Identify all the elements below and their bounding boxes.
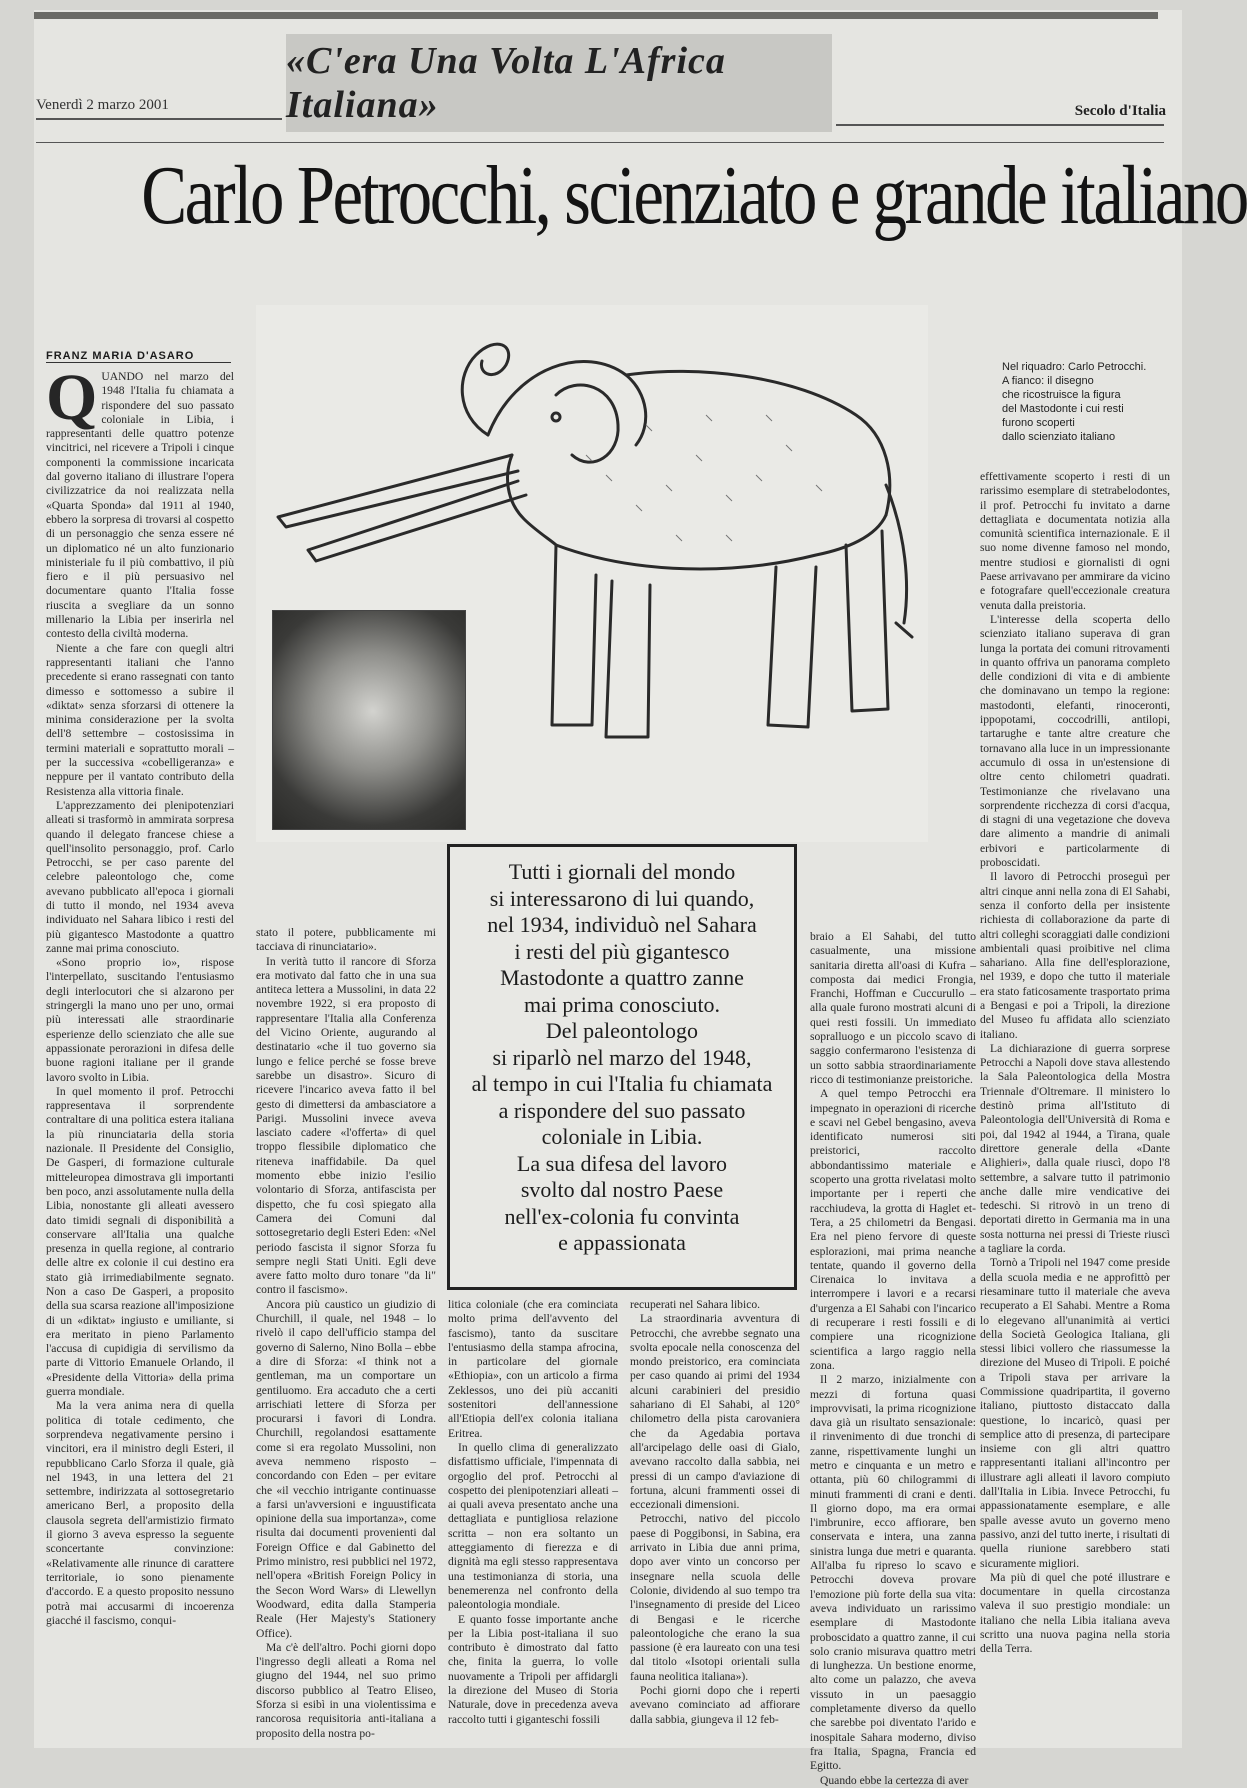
pull-quote-line: nel 1934, individuò nel Sahara — [487, 912, 757, 937]
article-column-6 — [980, 470, 1170, 1740]
banner-text: «C'era Una Volta L'Africa Italiana» — [286, 40, 726, 126]
pull-quote-line: La sua difesa del lavoro — [516, 1150, 728, 1176]
caption-line: Nel riquadro: Carlo Petrocchi. — [1002, 361, 1147, 373]
pull-quote-line: coloniale in Libia. — [541, 1124, 703, 1149]
article-paragraph: E quanto fosse importante anche per la Libia post-italiana il suo contributo è dimostrato dal fatto che, finita la guerra, lo volle nuovamente a Tripoli per affidargli la direzione del Museo di Storia Naturale, dove in precedenza aveva raccolto tutti i giganteschi fossili — [448, 1612, 618, 1726]
dateline: Venerdì 2 marzo 2001 — [36, 97, 169, 113]
byline: FRANZ MARIA D'ASARO — [46, 350, 231, 363]
article-paragraph: In verità tutto il rancore di Sforza era motivato dal fatto che in una sua antiteca lettera a Mussolini, in data 22 novembre 1922, si era proposto di rappresentare l'Italia alla Conferenza del Vicino Oriente, augurando al destinatario «che il tuo governo sia lungo e felice perché se fosse breve sarebbe un disastro». Sicuro di ricevere l'incarico aveva fatto il bel gesto di dimettersi da ambasciatore a Parigi. Mussolini invece aveva lasciato cadere «l'offerta» di quel troppo flessibile diplomatico che riteneva inaffidabile. Da quel momento ebbe inizio l'esilio volontario di Sforza, antifascista per dispetto, che fu così spiegato alla Camera dei Comuni dal sottosegretario degli Esteri Eden: «Nel periodo fascista il signor Sforza fu sempre negli Stati Uniti. Egli deve avere fatto molto duro tonare "da li" contro il fascismo». — [256, 954, 436, 1297]
article-paragraph: Il lavoro di Petrocchi proseguì per altri cinque anni nella zona di El Sahabi, senza il conforto della per insistente richiesta di collaborazione da parte di altri colleghi scoraggiati dalle condizioni ambientali quasi proibitive nel clima sahariano. Alla fine dell'esplorazione, nel 1939, e dopo che tutto il materiale era stato faticosamente trasportato prima a Bengasi e poi a Tripoli, la direzione del Museo fu affidata allo scienziato italiano. — [980, 870, 1170, 1041]
divider — [36, 118, 282, 120]
article-paragraph: effettivamente scoperto i resti di un rarissimo esemplare di stetrabelodontes, il prof. Petrocchi fu invitato a darne dettagliata e documentata notizia alla comunità scientifica internazionale. E il suo nome divenne famoso nel mondo, mentre studiosi e giornalisti di ogni Paese arrivavano per ammirare da vicino e fotografare quell'eccezionale creatura venuta dalla preistoria. — [980, 470, 1170, 612]
pull-quote-line: a rispondere del suo passato — [498, 1097, 746, 1123]
caption-line: dallo scienziato italiano — [1002, 431, 1116, 443]
pull-quote-line: e appassionata — [558, 1230, 686, 1255]
article-paragraph: Quando ebbe la certezza di aver — [820, 1773, 969, 1787]
pull-quote-line: si interessarono di lui quando, — [489, 885, 755, 911]
article-paragraph: braio a El Sahabi, del tutto casualmente, una missione sanitaria diretta all'oasi di Kufra – composta dai medici Frongia, Franchi, Hoffman e Cuccurullo – alla quale furono mostrati alcuni di quei resti fossili. Un immediato sopralluogo e un piccolo scavo di saggio confermarono l'esistenza di un sotto sabbia straordinariamente ricco di testimonianze preistoriche. — [810, 930, 976, 1086]
article-paragraph: Ma più di quel che poté illustrare e documentare in quella circostanza valeva il suo prestigio mondiale: un italiano che nella Libia italiana aveva scritto una nuova pagina nella storia della Terra. — [980, 1570, 1170, 1656]
article-column-4 — [630, 1298, 800, 1740]
pull-quote-line: mai prima conosciuto. — [523, 991, 721, 1017]
pull-quote-line: si riparlò nel marzo del 1948, — [492, 1044, 752, 1070]
article-paragraph: Petrocchi, nativo del piccolo paese di Poggibonsi, in Sabina, era arrivato in Libia due anni prima, dopo aver vinto un concorso per insegnare nella scuola delle Colonie, dividendo al suo tempo tra l'insegnamento di preside del Liceo di Bengasi e le ricerche paleontologiche che erano la sua passione (è era laureato con una tesi dal titolo «Isotopi orientali sulla fauna neolitica italiana»). — [630, 1512, 800, 1683]
article-paragraph: stato il potere, pubblicamente mi tacciava di rinunciatario». — [256, 926, 436, 954]
portrait-photo — [272, 610, 466, 830]
drop-cap: Q — [46, 361, 98, 434]
article-paragraph: In quel momento il prof. Petrocchi rappresentava il sorprendente contraltare di una politica estera italiana la più rinunciataria della storia nazionale. Il Presidente del Consiglio, De Gasperi, di formazione culturale mitteleuropea dimostrava gli importanti ben poco, anzi assolutamente nulla della Libia, nonostante gli alleati avessero dato timidi segnali di disponibilità a conservare all'Italia una qualche presenza in quella regione, al contrario delle altre ex colonie il cui destino era stato già irrimediabilmente segnato. Non a caso De Gasperi, a proposito della sua scarsa reazione all'imposizione di un «diktat» ingiusto e umiliante, si era meritato in pieno Parlamento l'accusa di cupidigia di servilismo da parte di Vittorio Emanuele Orlando, il «Presidente della Vittoria» della prima guerra mondiale. — [46, 1084, 234, 1399]
caption-line: A fianco: il disegno — [1002, 375, 1094, 387]
article-paragraph: Niente a che fare con quegli altri rappresentanti italiani che l'anno precedente si erano rassegnati con tanto dimesso e sottomesso a subire il «diktat» senza sforzarsi di ottenere la minima considerazione per la svolta dell'8 settembre – costosissima in termini materiali e soprattutto morali – per la successiva «cobelligeranza» e neppure per il vantato contributo della Resistenza alla vittoria finale. — [46, 641, 234, 798]
article-paragraph: L'apprezzamento dei plenipotenziari alleati si trasformò in ammirata sorpresa quando il delegato francese chiese a quell'insolito personaggio, prof. Carlo Petrocchi, se per caso parente del celebre paleontologo che, come avevano pubblicato all'epoca i giornali di tutto il mondo, nel 1934 aveva individuato nel Sahara libico i resti del più gigantesco Mastodonte a quattro zanne mai prima conosciuto. — [46, 798, 234, 955]
article-column-5 — [810, 930, 976, 1787]
article-paragraph: Tornò a Tripoli nel 1947 come preside della scuola media e ne approfittò per riesaminare tutto il materiale che aveva recuperato a El Sahabi. Mentre a Roma lo elegevano all'unanimità ai vertici della Società Geologica Italiana, gli stessi libici vollero che riassumesse la direzione del Museo di Tripoli. E poiché a Tripoli stava per arrivare la Commissione quadripartita, il governo italiano, piuttosto distaccato dalla questione, lo incaricò, quasi per semplice atto di presenza, di partecipare insieme con gli altri quattro rappresentanti italiani all'incontro per illustrare agli alleati il lavoro compiuto dall'Italia in Libia. Invece Petrocchi, fu appassionatamente esemplare, e alle spalle avesse avuto un governo meno passivo, anzi del tutto inerte, i risultati di quella riunione sarebbero stati sicuramente migliori. — [980, 1256, 1170, 1570]
article-paragraph: recuperati nel Sahara libico. — [630, 1298, 761, 1311]
article-paragraph: «Sono proprio io», rispose l'interpellato, suscitando l'entusiasmo degli interlocutori che si alzarono per stringergli la mano uno per uno, ormai più interessati alle straordinarie esperienze dello scienziato che alle sue appassionate perorazioni in difesa delle buone ragioni italiane per il grande lavoro svolto in Libia. — [46, 956, 234, 1084]
article-paragraph: La dichiarazione di guerra sorprese Petrocchi a Napoli dove stava allestendo la Sala Paleontologica della Mostra Triennale d'Oltremare. Il ministero lo destinò prima all'Istituto di Paleontologia dell'Università di Roma e poi, dal 1942 al 1944, a Tirana, quale direttore generale della «Dante Alighieri», dalla quale riuscì, dopo l'8 settembre, a salvare tutto il patrimonio anche dalle mire vendicative dei tedeschi. Si ritrovò in un treno di deportati diretto in Germania ma in una sosta notturna nei pressi di Trieste riuscì a tagliare la corda. — [980, 1041, 1170, 1256]
article-paragraph: Ma c'è dell'altro. Pochi giorni dopo l'ingresso degli alleati a Roma nel giugno del 1944, nel suo primo discorso pubblico al Teatro Eliseo, Sforza si esibì in una violentissima e rancorosa requisitoria anti-italiana a proposito della nostra po- — [256, 1640, 436, 1740]
article-paragraph: UANDO nel marzo del 1948 l'Italia fu chiamata a rispondere del suo passato coloniale in Libia, i rappresentanti delle quattro potenze vincitrici, nel ricevere a Tripoli i cinque componenti la commissione incaricata dal governo italiano di illustrare l'opera civilizzatrice da noi realizzata nella «Quarta Sponda» dal 1911 al 1940, ebbero la sorpresa di trovarsi al cospetto di un personaggio che senza essere né un diplomatico né un alto funzionario ministeriale fu il più combattivo, il più fiero e il più persuasivo nel documentare quanto l'Italia fosse riuscita a svegliare da un sonno millenario la Libia per inserirla nel contesto della civiltà moderna. — [46, 370, 234, 641]
top-rule — [34, 12, 1158, 19]
article-column-2 — [256, 926, 436, 1740]
photo-caption — [1002, 360, 1166, 444]
pull-quote-line: nell'ex-colonia fu convinta — [504, 1203, 740, 1229]
pull-quote-line: i resti del più gigantesco — [514, 938, 730, 964]
article-paragraph: Ma la vera anima nera di quella politica di totale cedimento, che sorprendeva negativamente persino i vincitori, era il ministro degli Esteri, il repubblicano Carlo Sforza il quale, già nel 1943, in una lettera del 21 settembre, indirizzata al sottosegretario americano Berl, a proposito della clausola segreta dell'armistizio firmato il giorno 3 aveva espresso la seguente sconcertante convinzione: «Relativamente alle rinunce di carattere territoriale, io sono pienamente d'accordo. E a questo proposito nessuno potrà mai accusarmi di incoerenza giacché il fascismo, conqui- — [46, 1399, 234, 1627]
article-paragraph: Il 2 marzo, inizialmente con mezzi di fortuna quasi improvvisati, la prima ricognizione dava già un risultato sensazionale: il rinvenimento di due tronchi di zanne, rispettivamente lunghi un metro e cinquanta e un metro e ottanta, più 60 chilogrammi di minuti frammenti di crani e denti. Il giorno dopo, ma era ormai l'imbrunire, ecco affiorare, ben conservata e intera, una zanna sinistra lunga due metri e quaranta. All'alba fu ripreso lo scavo e Petrocchi doveva provare l'emozione più forte della sua vita: aveva individuato un rarissimo esemplare di Mastodonte proboscidato a quattro zanne, il cui solo cranio misurava quattro metri di lunghezza. Un bestione enorme, alto come un palazzo, che aveva vissuto in un paesaggio completamente diverso da quello che sarebbe poi diventato l'arido e inospitale Sahara moderno, diviso fra Italia, Spagna, Francia ed Egitto. — [810, 1373, 976, 1773]
divider — [36, 142, 1164, 143]
pull-quote-line: Del paleontologo — [545, 1018, 699, 1043]
article-column-1 — [46, 361, 234, 1740]
headline: Carlo Petrocchi, scienziato e grande italiano — [141, 149, 1247, 242]
article-paragraph: Ancora più caustico un giudizio di Churchill, il quale, nel 1948 – lo rivelò il capo dell'ufficio stampa del governo di Salerno, Nino Bolla – ebbe a dire di Sforza: «I think not a gentleman, ma un comportare un gentiluomo. Era accaduto che a certi arrischiati lettere di Sforza per procurarsi i favori di Londra. Churchill, regolandosi esattamente come si era regolato Mussolini, non aveva nemmeno risposto – concordando con Eden – per evitare che «il vecchio intrigante continuasse a farsi un'avversioni e inguustificata opinione della sua importanza», come risulta dai documenti provenienti dal Foreign Office e dal Gabinetto del Primo ministro, resi pubblici nel 1972, nell'opera «British Foreign Policy in the Secon Word Wars» di Llewellyn Woodward, edita dalla Stamperia Reale (Her Majesty's Stationery Office). — [256, 1297, 436, 1640]
article-paragraph: litica coloniale (che era cominciata molto prima dell'avvento del fascismo), tanto da suscitare l'entusiasmo della stampa afrocina, in particolare del giornale «Ethiopia», con un articolo a firma Zeklessos, uno dei più accaniti sostenitori dell'annessione all'Etiopia dell'ex colonia italiana Eritrea. — [448, 1298, 618, 1440]
article-paragraph: In quello clima di generalizzato disfattismo ufficiale, l'impennata di orgoglio del prof. Petrocchi al cospetto dei plenipotenziari alleati – ai quali aveva presentato anche una dettagliata e puntigliosa relazione scritta – non era soltanto un atteggiamento di fierezza e di dignità ma egli stesso rappresentava una testimonianza di storia, una benemerenza nel confronto della paleontologia mondiale. — [448, 1440, 618, 1612]
article-paragraph: Pochi giorni dopo che i reperti avevano cominciato ad affiorare dalla sabbia, giungeva il 12 feb- — [630, 1684, 800, 1726]
masthead: Secolo d'Italia — [1074, 103, 1166, 119]
article-paragraph: La straordinaria avventura di Petrocchi, che avrebbe segnato una svolta epocale nella conoscenza del mondo preistorico, era cominciata per caso quando ai primi del 1934 alcuni carabinieri del presidio sahariano di El Sahabi, al 120° chilometro della pista carovaniera che da Agedabia portava all'arcipelago delle oasi di Gialo, avevano raccolto dalla sabbia, nei pressi di un campo d'aviazione di fortuna, alcuni frammenti ossei di eccezionali dimensioni. — [630, 1312, 800, 1512]
caption-line: del Mastodonte i cui resti — [1002, 403, 1124, 415]
pull-quote-line: Mastodonte a quattro zanne — [500, 965, 744, 990]
pull-quote-line: svolto dal nostro Paese — [520, 1177, 724, 1202]
article-paragraph: L'interesse della scoperta dello scienziato italiano superava di gran lunga la portata dei comuni ritrovamenti in quanto offriva un panorama completo delle condizioni di vita e di ambiente che dominavano un tempo la regione: mastodonti, elefanti, rinoceronti, ippopotami, coccodrilli, antilopi, tartarughe e tante altre creature che tornavano alla luce in un impressionante accumulo di ossa in un'estensione di oltre cento chilometri quadrati. Testimonianze che rivelavano una sorprendente ricchezza di corsi d'acqua, di stagni di una vegetazione che doveva dare alimento a mandrie di animali erbivori e particolarmente di proboscidati. — [980, 612, 1170, 870]
series-banner — [286, 34, 832, 132]
pull-quote — [447, 844, 797, 1290]
caption-line: che ricostruisce la figura — [1002, 389, 1121, 401]
article-paragraph: A quel tempo Petrocchi era impegnato in operazioni di ricerche e scavi nel Gebel bengasino, aveva identificato numerosi siti preistorici, raccolto abbondantissimo materiale e scoperto una grotta rivelatasi molto importante per i reperti che racchiudeva, la grotta di Haglet et-Tera, a 25 chilometri da Bengasi. Era nel pieno fervore di queste esplorazioni, mai prima neanche tentate, quando il governo della Cirenaica lo invitava a interrompere i lavori e a recarsi d'urgenza a El Sahabi con l'incarico di recuperare i resti fossili e di compiere una ricognizione scientifica a largo raggio nella zona. — [810, 1087, 976, 1372]
pull-quote-line: Tutti i giornali del mondo — [508, 859, 736, 884]
divider — [836, 124, 1164, 126]
article-column-3 — [448, 1298, 618, 1740]
caption-line: furono scoperti — [1002, 417, 1075, 429]
pull-quote-line: al tempo in cui l'Italia fu chiamata — [471, 1071, 773, 1096]
